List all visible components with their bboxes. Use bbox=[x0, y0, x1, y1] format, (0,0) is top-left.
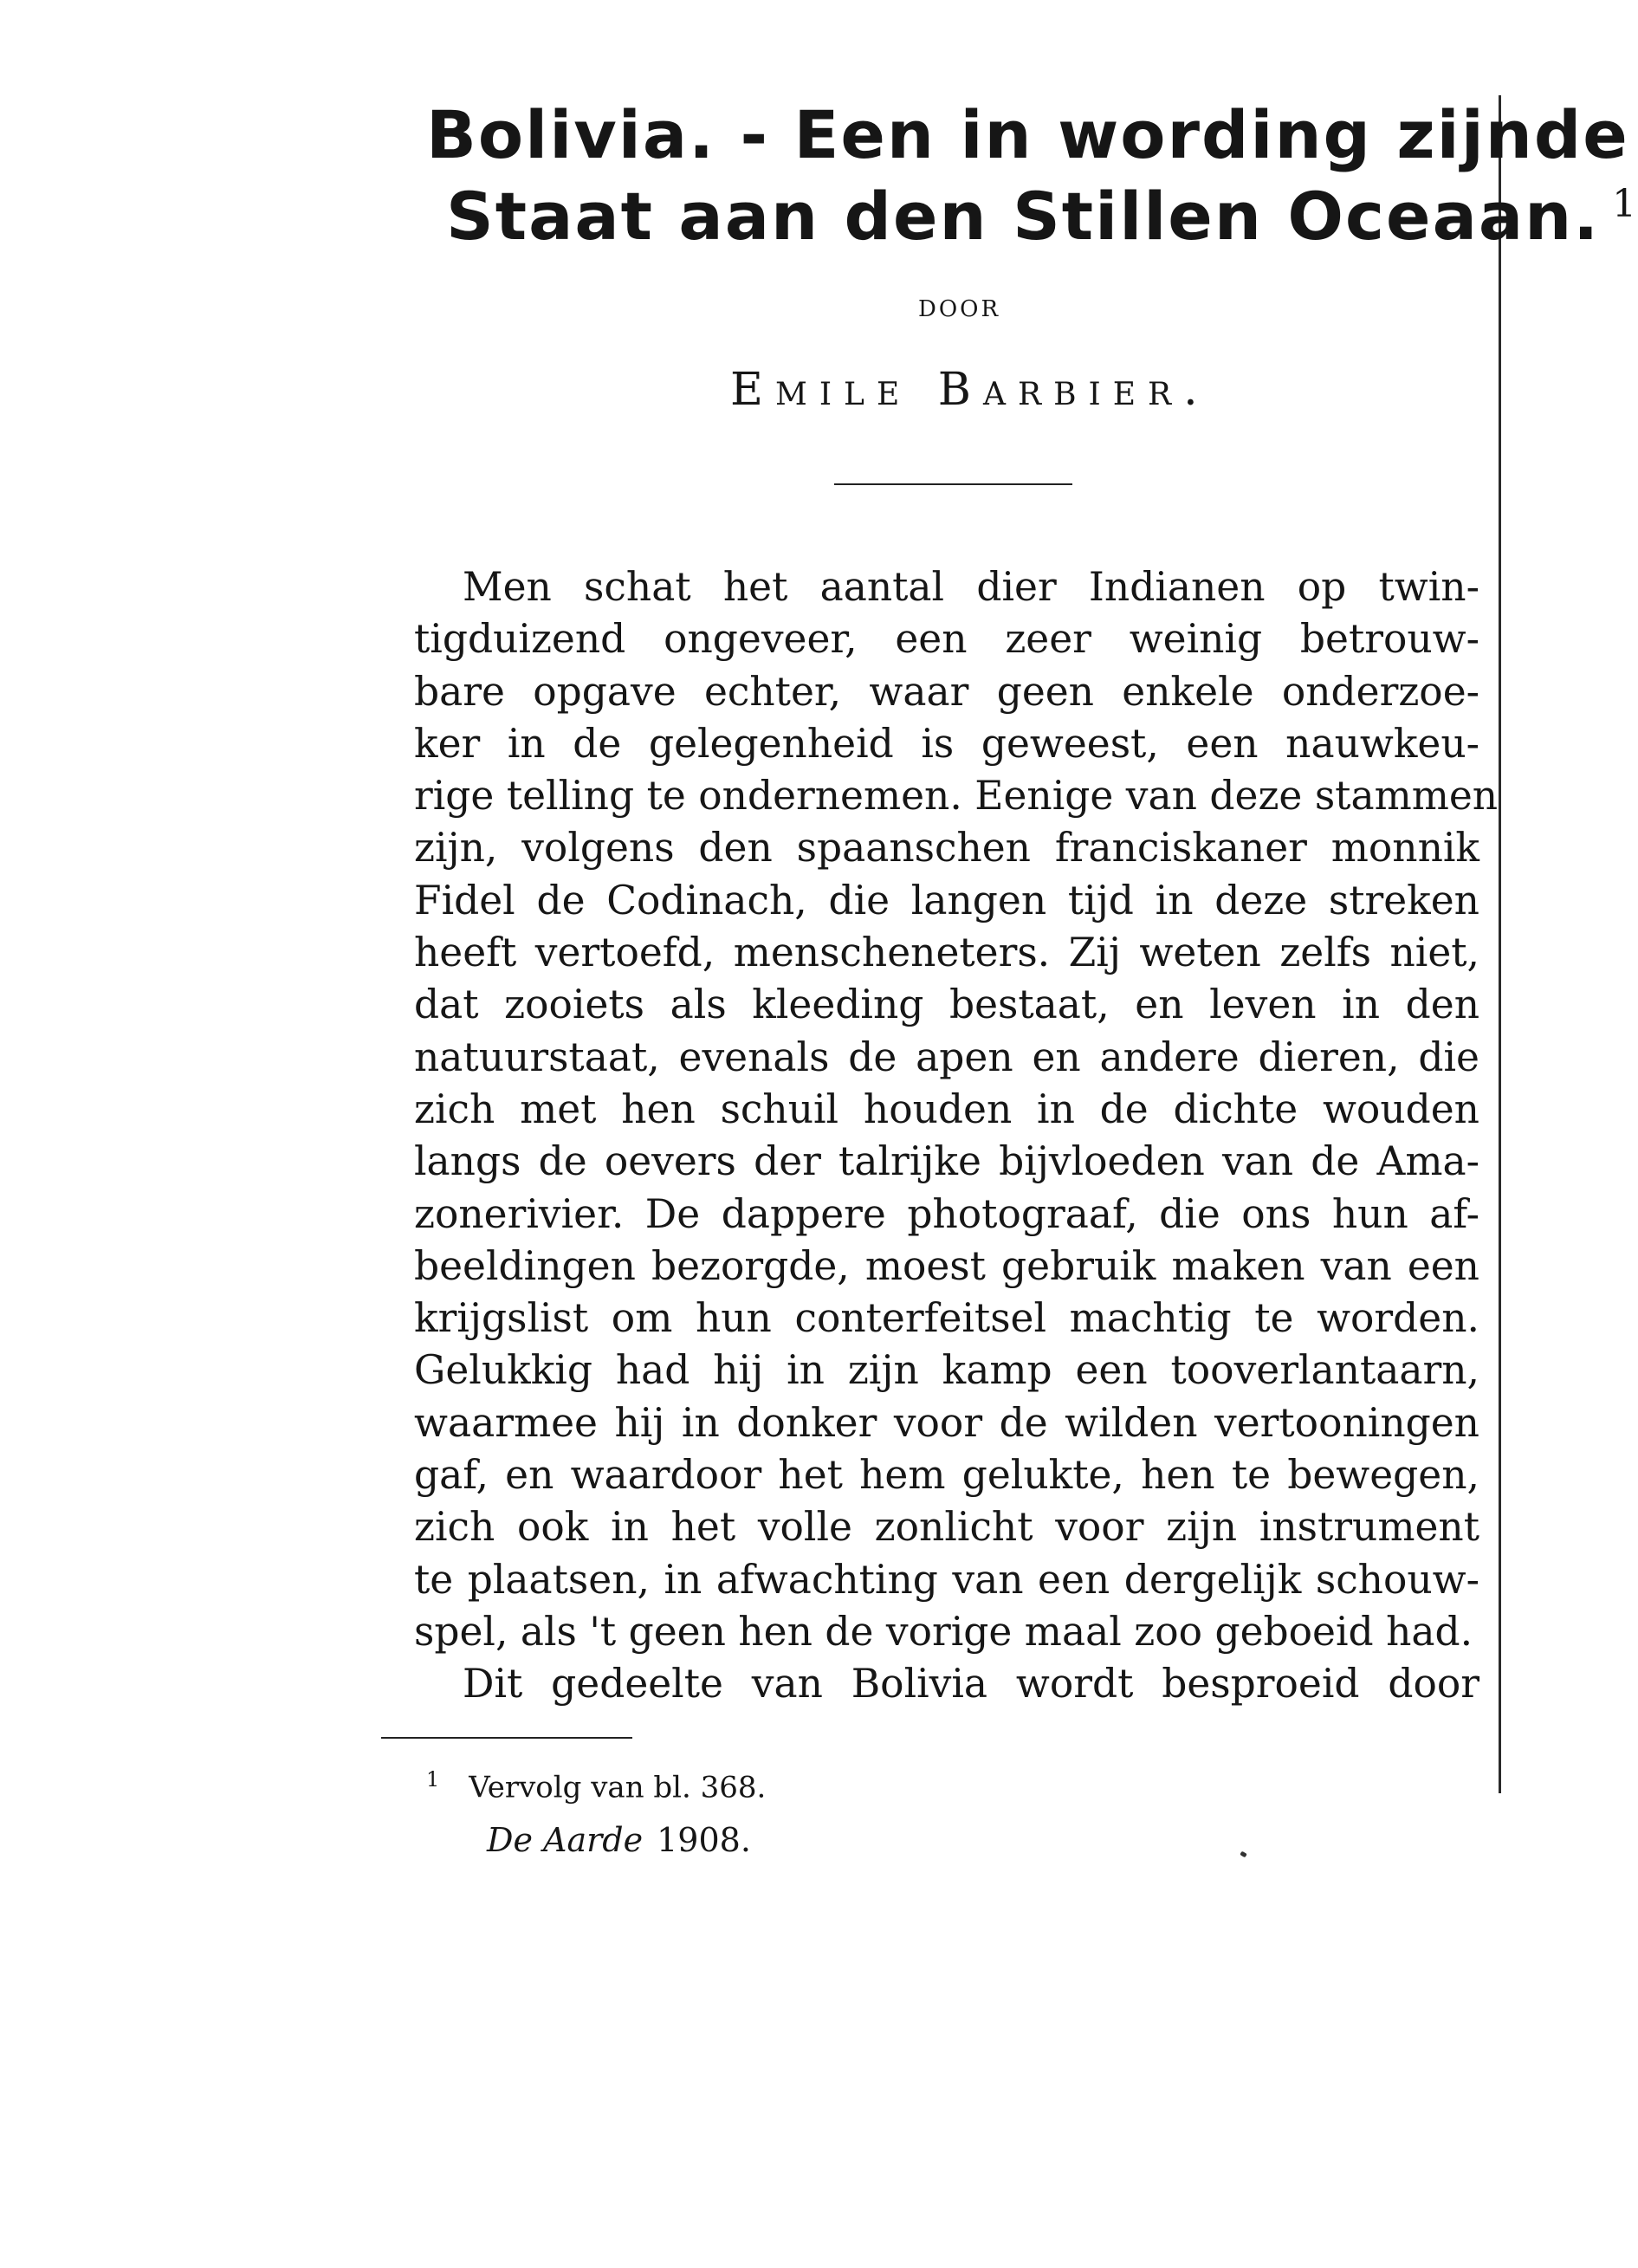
body-line: natuurstaat, evenals de apen en andere dieren, die bbox=[414, 1034, 1479, 1080]
body-line: gaf, en waardoor het hem gelukte, hen te bewegen, bbox=[414, 1452, 1479, 1499]
title-separator bbox=[834, 483, 1072, 485]
footnote bbox=[426, 1767, 766, 1805]
body-line: zijn, volgens den spaanschen franciskaner monnik bbox=[414, 825, 1479, 872]
body-paragraph bbox=[414, 561, 1499, 1711]
body-line: te plaatsen, in afwachting van een dergelijk schouw- bbox=[414, 1556, 1479, 1603]
scan-speck bbox=[1240, 1851, 1247, 1858]
body-line: krijgslist om hun conterfeitsel machtig te worden. bbox=[414, 1295, 1479, 1342]
journal-year: 1908. bbox=[657, 1821, 751, 1859]
body-line: Men schat het aantal dier Indianen op twin- bbox=[463, 564, 1479, 610]
article-title-line-1 bbox=[426, 96, 1629, 173]
footnote-separator bbox=[381, 1737, 632, 1739]
margin-rule bbox=[1499, 95, 1501, 1793]
journal-reference bbox=[487, 1821, 751, 1859]
body-line: bare opgave echter, waar geen enkele onderzoe- bbox=[414, 668, 1479, 715]
footnote-number: 1 bbox=[426, 1767, 440, 1792]
body-line: heeft vertoefd, menscheneters. Zij weten zelfs niet, bbox=[414, 930, 1479, 976]
body-line: tigduizend ongeveer, een zeer weinig betrouw- bbox=[414, 616, 1479, 663]
body-line: zich met hen schuil houden in de dichte wouden bbox=[414, 1085, 1479, 1132]
body-line: Gelukkig had hij in zijn kamp een tooverlantaarn, bbox=[414, 1347, 1479, 1394]
article-title-line-2 bbox=[446, 178, 1638, 255]
body-line: rige telling te ondernemen. Eenige van deze stammen bbox=[414, 773, 1499, 820]
body-line: zonerivier. De dappere photograaf, die ons hun af- bbox=[414, 1190, 1479, 1237]
body-line: langs de oevers der talrijke bijvloeden van de Ama- bbox=[414, 1138, 1479, 1185]
article-title-text-2: Staat aan den Stillen Oceaan. bbox=[446, 178, 1601, 255]
body-line: dat zooiets als kleeding bestaat, en leven in den bbox=[414, 982, 1479, 1028]
body-line: beeldingen bezorgde, moest gebruik maken van een bbox=[414, 1242, 1479, 1289]
body-line: Dit gedeelte van Bolivia wordt besproeid door bbox=[463, 1661, 1479, 1707]
author-name: Emile Barbier. bbox=[730, 364, 1210, 416]
article-title-text-1: Bolivia. - Een in wording zijnde bbox=[426, 96, 1629, 173]
body-line: waarmee hij in donker voor de wilden vertooningen bbox=[414, 1399, 1479, 1446]
footnote-text: Vervolg van bl. 368. bbox=[469, 1770, 767, 1805]
journal-name: De Aarde bbox=[487, 1821, 644, 1859]
footnote-reference[interactable]: 1 bbox=[1612, 181, 1638, 226]
body-line: spel, als 't geen hen de vorige maal zoo geboeid had. bbox=[414, 1608, 1473, 1655]
body-line: Fidel de Codinach, die langen tijd in deze streken bbox=[414, 877, 1479, 923]
body-line: zich ook in het volle zonlicht voor zijn instrument bbox=[414, 1504, 1479, 1551]
byline-door: DOOR bbox=[918, 296, 1001, 322]
body-line: ker in de gelegenheid is geweest, een nauwkeu- bbox=[414, 720, 1479, 767]
